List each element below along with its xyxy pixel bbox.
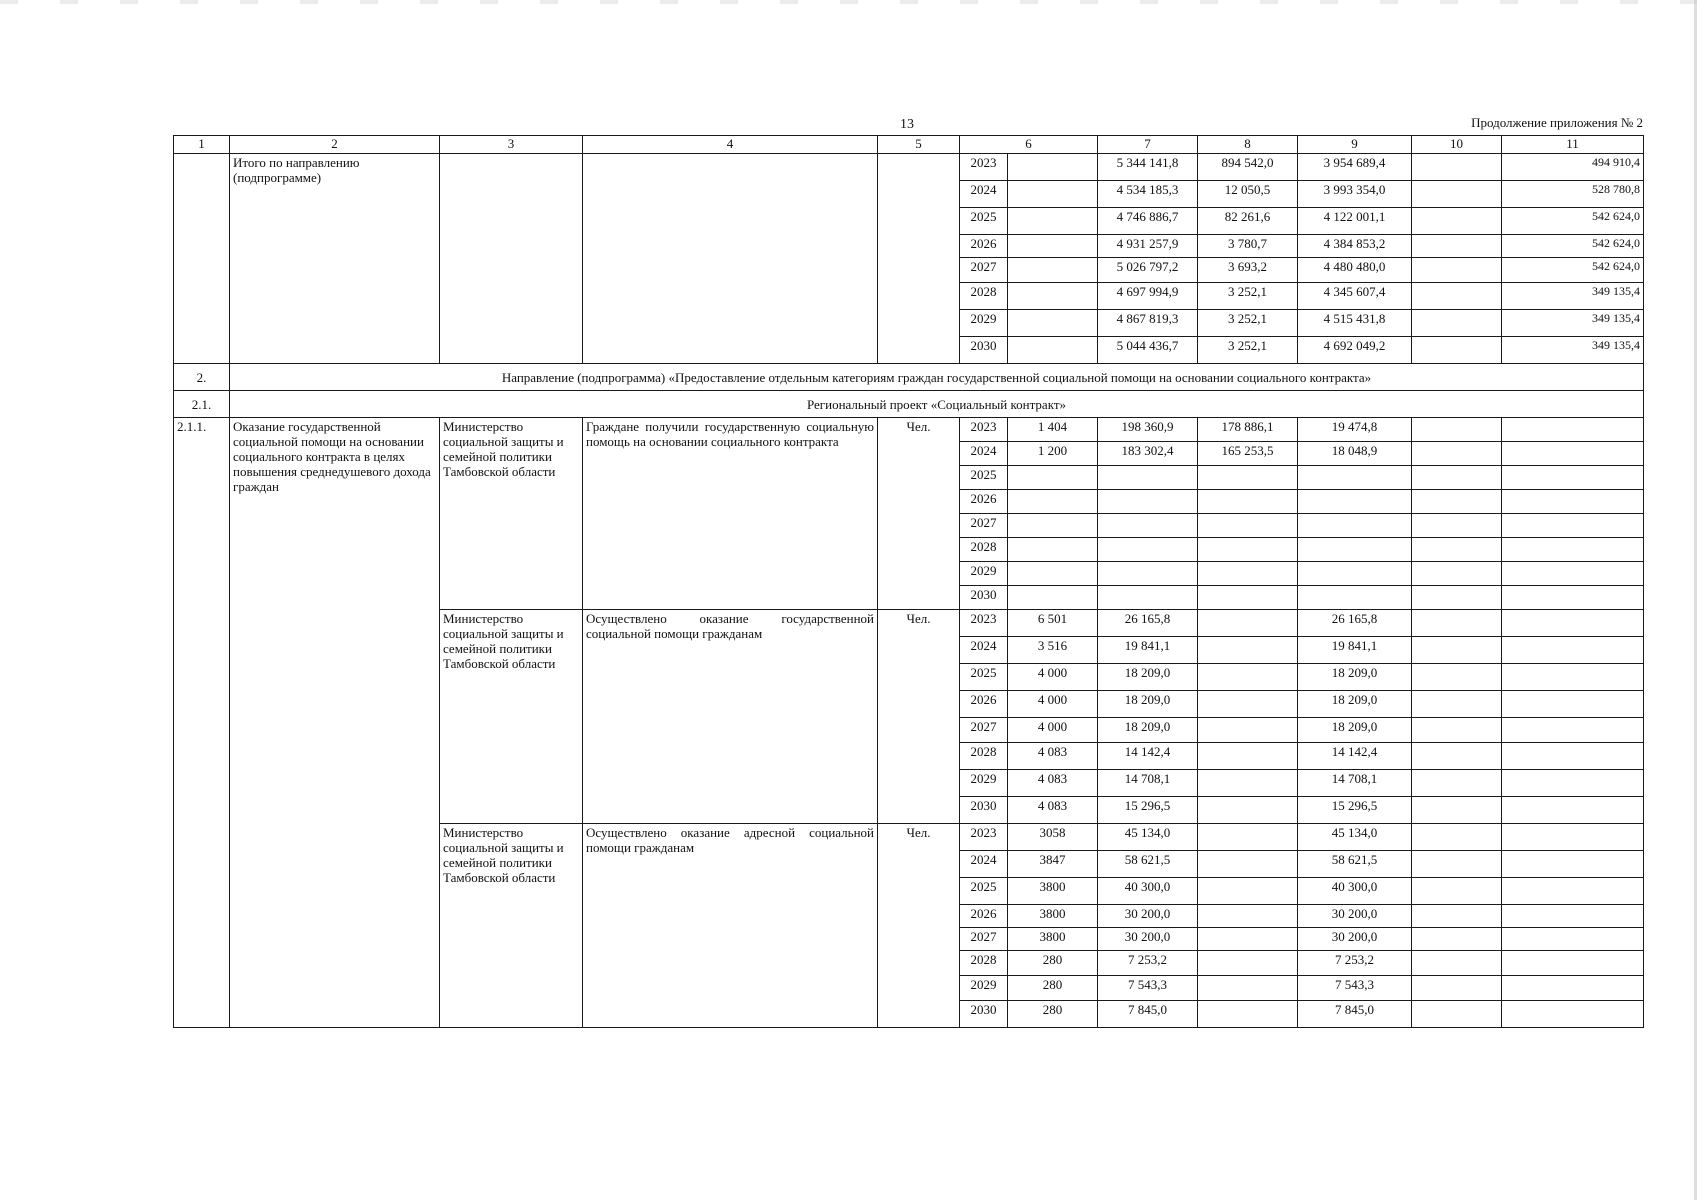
year-cell: 2028 (960, 743, 1008, 770)
local-budget-cell (1412, 851, 1502, 878)
indicator-value-cell (1008, 466, 1098, 490)
indicator-value-cell: 3847 (1008, 851, 1098, 878)
federal-budget-cell (1198, 664, 1298, 691)
total-funding-cell: 183 302,4 (1098, 442, 1198, 466)
total-funding-cell (1098, 538, 1198, 562)
other-sources-cell (1502, 951, 1644, 976)
total-funding-cell (1098, 562, 1198, 586)
local-budget-cell (1412, 951, 1502, 976)
federal-budget-cell (1198, 586, 1298, 610)
regional-budget-cell: 7 845,0 (1298, 1001, 1412, 1028)
indicator-value-cell (1008, 337, 1098, 364)
indicator-value-cell (1008, 562, 1098, 586)
unit-cell: Чел. (878, 418, 960, 610)
total-unit-cell (878, 154, 960, 364)
regional-budget-cell (1298, 538, 1412, 562)
local-budget-cell (1412, 691, 1502, 718)
other-sources-cell: 349 135,4 (1502, 337, 1644, 364)
subsection-row (174, 391, 1644, 418)
other-sources-cell: 542 624,0 (1502, 208, 1644, 235)
local-budget-cell (1412, 976, 1502, 1001)
continuation-note: Продолжение приложения № 2 (1471, 115, 1643, 130)
local-budget-cell (1412, 743, 1502, 770)
local-budget-cell (1412, 154, 1502, 181)
other-sources-cell: 542 624,0 (1502, 235, 1644, 258)
federal-budget-cell (1198, 466, 1298, 490)
header-cell: 5 (878, 136, 960, 154)
year-cell: 2025 (960, 466, 1008, 490)
year-cell: 2027 (960, 514, 1008, 538)
regional-budget-cell: 15 296,5 (1298, 797, 1412, 824)
year-cell: 2023 (960, 610, 1008, 637)
section-number: 2. (174, 364, 230, 391)
indicator-value-cell: 3800 (1008, 905, 1098, 928)
section-row (174, 364, 1644, 391)
regional-budget-cell: 14 708,1 (1298, 770, 1412, 797)
indicator-value-cell: 280 (1008, 976, 1098, 1001)
regional-budget-cell: 19 474,8 (1298, 418, 1412, 442)
regional-budget-cell (1298, 490, 1412, 514)
federal-budget-cell (1198, 905, 1298, 928)
indicator-value-cell (1008, 514, 1098, 538)
total-funding-cell: 30 200,0 (1098, 928, 1198, 951)
regional-budget-cell: 18 209,0 (1298, 691, 1412, 718)
indicator-value-cell: 3058 (1008, 824, 1098, 851)
regional-budget-cell (1298, 466, 1412, 490)
regional-budget-cell: 19 841,1 (1298, 637, 1412, 664)
year-cell: 2025 (960, 208, 1008, 235)
local-budget-cell (1412, 610, 1502, 637)
local-budget-cell (1412, 208, 1502, 235)
indicator-value-cell: 3800 (1008, 928, 1098, 951)
year-cell: 2030 (960, 337, 1008, 364)
local-budget-cell (1412, 337, 1502, 364)
other-sources-cell (1502, 586, 1644, 610)
federal-budget-cell (1198, 562, 1298, 586)
total-executor-cell (440, 154, 583, 364)
total-funding-cell: 19 841,1 (1098, 637, 1198, 664)
federal-budget-cell (1198, 538, 1298, 562)
indicator-value-cell (1008, 181, 1098, 208)
federal-budget-cell: 3 693,2 (1198, 258, 1298, 283)
total-funding-cell: 26 165,8 (1098, 610, 1198, 637)
other-sources-cell (1502, 797, 1644, 824)
header-cell: 1 (174, 136, 230, 154)
year-cell: 2026 (960, 235, 1008, 258)
result-cell: Граждане получили государственную социальную помощь на основании социального контракта (583, 418, 878, 610)
year-cell: 2029 (960, 310, 1008, 337)
local-budget-cell (1412, 637, 1502, 664)
local-budget-cell (1412, 442, 1502, 466)
regional-budget-cell (1298, 514, 1412, 538)
total-funding-cell: 18 209,0 (1098, 718, 1198, 743)
year-cell: 2027 (960, 258, 1008, 283)
year-cell: 2028 (960, 538, 1008, 562)
federal-budget-cell: 82 261,6 (1198, 208, 1298, 235)
page-number: 13 (900, 117, 914, 132)
indicator-value-cell: 4 083 (1008, 770, 1098, 797)
total-funding-cell: 14 708,1 (1098, 770, 1198, 797)
federal-budget-cell: 3 252,1 (1198, 310, 1298, 337)
federal-budget-cell (1198, 637, 1298, 664)
other-sources-cell: 349 135,4 (1502, 283, 1644, 310)
total-number-cell (174, 154, 230, 364)
year-cell: 2024 (960, 181, 1008, 208)
year-cell: 2026 (960, 490, 1008, 514)
unit-cell: Чел. (878, 824, 960, 1028)
regional-budget-cell: 30 200,0 (1298, 905, 1412, 928)
header-cell: 2 (230, 136, 440, 154)
year-cell: 2028 (960, 951, 1008, 976)
other-sources-cell (1502, 743, 1644, 770)
federal-budget-cell (1198, 743, 1298, 770)
local-budget-cell (1412, 418, 1502, 442)
other-sources-cell (1502, 637, 1644, 664)
indicator-value-cell: 4 000 (1008, 718, 1098, 743)
total-funding-cell: 5 344 141,8 (1098, 154, 1198, 181)
indicator-value-cell (1008, 235, 1098, 258)
total-funding-cell: 15 296,5 (1098, 797, 1198, 824)
local-budget-cell (1412, 466, 1502, 490)
indicator-value-cell (1008, 310, 1098, 337)
local-budget-cell (1412, 824, 1502, 851)
federal-budget-cell (1198, 490, 1298, 514)
local-budget-cell (1412, 878, 1502, 905)
year-cell: 2026 (960, 691, 1008, 718)
local-budget-cell (1412, 928, 1502, 951)
header-cell: 6 (960, 136, 1098, 154)
year-cell: 2026 (960, 905, 1008, 928)
federal-budget-cell (1198, 976, 1298, 1001)
other-sources-cell (1502, 851, 1644, 878)
federal-budget-cell (1198, 770, 1298, 797)
total-funding-cell (1098, 586, 1198, 610)
other-sources-cell (1502, 824, 1644, 851)
year-cell: 2024 (960, 637, 1008, 664)
other-sources-cell (1502, 418, 1644, 442)
local-budget-cell (1412, 797, 1502, 824)
other-sources-cell (1502, 718, 1644, 743)
year-cell: 2025 (960, 664, 1008, 691)
other-sources-cell (1502, 878, 1644, 905)
other-sources-cell (1502, 928, 1644, 951)
regional-budget-cell: 3 993 354,0 (1298, 181, 1412, 208)
local-budget-cell (1412, 770, 1502, 797)
result-cell: Осуществлено оказание государственной социальной помощи гражданам (583, 610, 878, 824)
total-funding-cell: 7 253,2 (1098, 951, 1198, 976)
year-cell: 2027 (960, 928, 1008, 951)
other-sources-cell (1502, 538, 1644, 562)
year-cell: 2029 (960, 562, 1008, 586)
federal-budget-cell (1198, 928, 1298, 951)
other-sources-cell: 528 780,8 (1502, 181, 1644, 208)
other-sources-cell (1502, 490, 1644, 514)
local-budget-cell (1412, 905, 1502, 928)
indicator-value-cell (1008, 154, 1098, 181)
other-sources-cell (1502, 905, 1644, 928)
total-funding-cell: 4 534 185,3 (1098, 181, 1198, 208)
regional-budget-cell: 4 345 607,4 (1298, 283, 1412, 310)
regional-budget-cell: 18 209,0 (1298, 664, 1412, 691)
local-budget-cell (1412, 718, 1502, 743)
other-sources-cell: 494 910,4 (1502, 154, 1644, 181)
indicator-value-cell: 4 083 (1008, 743, 1098, 770)
local-budget-cell (1412, 514, 1502, 538)
indicator-value-cell: 3800 (1008, 878, 1098, 905)
other-sources-cell (1502, 691, 1644, 718)
federal-budget-cell: 3 252,1 (1198, 337, 1298, 364)
federal-budget-cell: 894 542,0 (1198, 154, 1298, 181)
regional-budget-cell: 18 209,0 (1298, 718, 1412, 743)
local-budget-cell (1412, 310, 1502, 337)
local-budget-cell (1412, 664, 1502, 691)
header-cell: 11 (1502, 136, 1644, 154)
federal-budget-cell: 3 252,1 (1198, 283, 1298, 310)
header-cell: 10 (1412, 136, 1502, 154)
other-sources-cell: 349 135,4 (1502, 310, 1644, 337)
regional-budget-cell: 4 384 853,2 (1298, 235, 1412, 258)
indicator-value-cell: 1 404 (1008, 418, 1098, 442)
regional-budget-cell: 4 515 431,8 (1298, 310, 1412, 337)
executor-cell: Министерство социальной защиты и семейной политики Тамбовской области (440, 824, 583, 1028)
indicator-value-cell: 1 200 (1008, 442, 1098, 466)
regional-budget-cell (1298, 562, 1412, 586)
regional-budget-cell (1298, 586, 1412, 610)
year-cell: 2027 (960, 718, 1008, 743)
indicator-value-cell (1008, 490, 1098, 514)
subsection-number: 2.1. (174, 391, 230, 418)
local-budget-cell (1412, 562, 1502, 586)
scan-edge-top (0, 0, 1697, 4)
regional-budget-cell: 4 122 001,1 (1298, 208, 1412, 235)
indicator-value-cell (1008, 208, 1098, 235)
indicator-value-cell: 3 516 (1008, 637, 1098, 664)
indicator-value-cell: 4 000 (1008, 691, 1098, 718)
year-cell: 2025 (960, 878, 1008, 905)
header-cell: 3 (440, 136, 583, 154)
indicator-value-cell (1008, 586, 1098, 610)
indicator-value-cell: 280 (1008, 1001, 1098, 1028)
regional-budget-cell: 18 048,9 (1298, 442, 1412, 466)
federal-budget-cell (1198, 1001, 1298, 1028)
total-funding-cell: 18 209,0 (1098, 664, 1198, 691)
federal-budget-cell: 3 780,7 (1198, 235, 1298, 258)
federal-budget-cell (1198, 718, 1298, 743)
regional-budget-cell: 30 200,0 (1298, 928, 1412, 951)
federal-budget-cell (1198, 514, 1298, 538)
total-funding-cell: 18 209,0 (1098, 691, 1198, 718)
regional-budget-cell: 7 253,2 (1298, 951, 1412, 976)
header-cell: 4 (583, 136, 878, 154)
indicator-value-cell (1008, 283, 1098, 310)
other-sources-cell (1502, 610, 1644, 637)
year-cell: 2024 (960, 442, 1008, 466)
indicator-value-cell (1008, 538, 1098, 562)
local-budget-cell (1412, 235, 1502, 258)
total-row (174, 154, 1644, 181)
other-sources-cell: 542 624,0 (1502, 258, 1644, 283)
regional-budget-cell: 7 543,3 (1298, 976, 1412, 1001)
local-budget-cell (1412, 1001, 1502, 1028)
total-funding-cell: 45 134,0 (1098, 824, 1198, 851)
total-funding-cell: 58 621,5 (1098, 851, 1198, 878)
indicator-value-cell: 4 000 (1008, 664, 1098, 691)
section-title: Направление (подпрограмма) «Предоставление отдельным категориям граждан государственной социальной помощи на основании социального контракта» (230, 364, 1644, 391)
year-cell: 2030 (960, 797, 1008, 824)
other-sources-cell (1502, 562, 1644, 586)
appendix-table (173, 135, 1644, 1028)
total-funding-cell: 4 931 257,9 (1098, 235, 1198, 258)
total-funding-cell: 5 026 797,2 (1098, 258, 1198, 283)
item-number: 2.1.1. (174, 418, 230, 1028)
local-budget-cell (1412, 181, 1502, 208)
total-funding-cell (1098, 514, 1198, 538)
other-sources-cell (1502, 664, 1644, 691)
header-cell: 9 (1298, 136, 1412, 154)
other-sources-cell (1502, 514, 1644, 538)
year-cell: 2030 (960, 1001, 1008, 1028)
total-funding-cell: 4 746 886,7 (1098, 208, 1198, 235)
federal-budget-cell: 165 253,5 (1198, 442, 1298, 466)
year-cell: 2028 (960, 283, 1008, 310)
total-result-cell (583, 154, 878, 364)
total-funding-cell: 4 697 994,9 (1098, 283, 1198, 310)
subsection-title: Региональный проект «Социальный контракт» (230, 391, 1644, 418)
total-funding-cell: 7 845,0 (1098, 1001, 1198, 1028)
year-cell: 2023 (960, 154, 1008, 181)
total-funding-cell: 7 543,3 (1098, 976, 1198, 1001)
total-funding-cell (1098, 466, 1198, 490)
item-name: Оказание государственной социальной помощи на основании социального контракта в целях повышения среднедушевого дохода граждан (230, 418, 440, 1028)
total-funding-cell: 40 300,0 (1098, 878, 1198, 905)
year-cell: 2029 (960, 976, 1008, 1001)
regional-budget-cell: 4 480 480,0 (1298, 258, 1412, 283)
total-funding-cell: 4 867 819,3 (1098, 310, 1198, 337)
header-cell: 8 (1198, 136, 1298, 154)
other-sources-cell (1502, 466, 1644, 490)
federal-budget-cell (1198, 851, 1298, 878)
local-budget-cell (1412, 538, 1502, 562)
federal-budget-cell (1198, 797, 1298, 824)
regional-budget-cell: 4 692 049,2 (1298, 337, 1412, 364)
other-sources-cell (1502, 976, 1644, 1001)
local-budget-cell (1412, 586, 1502, 610)
year-cell: 2024 (960, 851, 1008, 878)
total-funding-cell: 14 142,4 (1098, 743, 1198, 770)
indicator-value-cell: 280 (1008, 951, 1098, 976)
federal-budget-cell (1198, 878, 1298, 905)
indicator-value-cell: 4 083 (1008, 797, 1098, 824)
year-cell: 2029 (960, 770, 1008, 797)
item-row (174, 418, 1644, 442)
local-budget-cell (1412, 490, 1502, 514)
header-row (174, 136, 1644, 154)
local-budget-cell (1412, 258, 1502, 283)
total-funding-cell: 198 360,9 (1098, 418, 1198, 442)
regional-budget-cell: 58 621,5 (1298, 851, 1412, 878)
regional-budget-cell: 26 165,8 (1298, 610, 1412, 637)
federal-budget-cell (1198, 691, 1298, 718)
executor-cell: Министерство социальной защиты и семейной политики Тамбовской области (440, 610, 583, 824)
other-sources-cell (1502, 442, 1644, 466)
regional-budget-cell: 40 300,0 (1298, 878, 1412, 905)
other-sources-cell (1502, 1001, 1644, 1028)
header-cell: 7 (1098, 136, 1198, 154)
executor-cell: Министерство социальной защиты и семейной политики Тамбовской области (440, 418, 583, 610)
federal-budget-cell: 178 886,1 (1198, 418, 1298, 442)
total-funding-cell (1098, 490, 1198, 514)
year-cell: 2023 (960, 418, 1008, 442)
unit-cell: Чел. (878, 610, 960, 824)
other-sources-cell (1502, 770, 1644, 797)
year-cell: 2030 (960, 586, 1008, 610)
year-cell: 2023 (960, 824, 1008, 851)
federal-budget-cell (1198, 824, 1298, 851)
regional-budget-cell: 14 142,4 (1298, 743, 1412, 770)
federal-budget-cell (1198, 610, 1298, 637)
regional-budget-cell: 45 134,0 (1298, 824, 1412, 851)
total-funding-cell: 30 200,0 (1098, 905, 1198, 928)
result-cell: Осуществлено оказание адресной социальной помощи гражданам (583, 824, 878, 1028)
regional-budget-cell: 3 954 689,4 (1298, 154, 1412, 181)
federal-budget-cell (1198, 951, 1298, 976)
federal-budget-cell: 12 050,5 (1198, 181, 1298, 208)
indicator-value-cell: 6 501 (1008, 610, 1098, 637)
local-budget-cell (1412, 283, 1502, 310)
total-funding-cell: 5 044 436,7 (1098, 337, 1198, 364)
indicator-value-cell (1008, 258, 1098, 283)
total-label: Итого по направлению (подпрограмме) (230, 154, 440, 364)
